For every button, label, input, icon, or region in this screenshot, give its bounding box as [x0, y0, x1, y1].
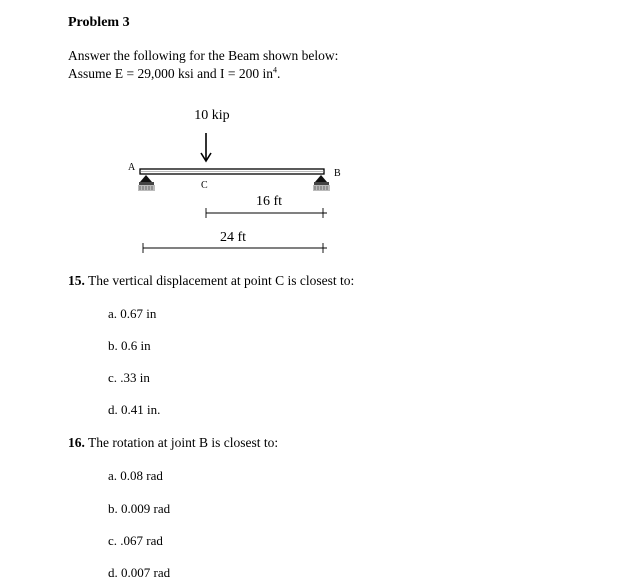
q16-option-a[interactable]: a. 0.08 rad — [108, 468, 163, 483]
question-15 — [68, 273, 354, 289]
q16-option-c[interactable]: c. .067 rad — [108, 533, 163, 548]
problem-title: Problem 3 — [68, 15, 130, 30]
q15-option-a[interactable]: a. 0.67 in — [108, 306, 157, 321]
question-15-text: The vertical displacement at point C is closest to: — [88, 273, 355, 288]
q15-option-d[interactable]: d. 0.41 in. — [108, 402, 161, 417]
label-b: B — [334, 168, 341, 179]
dim-24ft-label: 24 ft — [219, 230, 247, 245]
assumption-text: Assume E = 29,000 ksi and I = 200 in — [68, 66, 273, 81]
question-16 — [68, 435, 278, 451]
question-16-text: The rotation at joint B is closest to: — [88, 435, 279, 450]
dim-16ft-label: 16 ft — [255, 194, 283, 209]
q16-option-d[interactable]: d. 0.007 rad — [108, 565, 171, 580]
q16-option-b[interactable]: b. 0.009 rad — [108, 501, 171, 516]
q15-option-b[interactable]: b. 0.6 in — [108, 338, 151, 353]
dimension-line-cb — [206, 208, 327, 218]
question-15-number: 15. — [68, 273, 85, 288]
question-16-number: 16. — [68, 435, 85, 450]
beam — [140, 169, 324, 174]
pin-support-a-icon — [138, 175, 155, 191]
problem-intro: Answer the following for the Beam shown below: — [68, 48, 339, 63]
label-c: C — [201, 180, 208, 191]
load-label: 10 kip — [194, 108, 230, 123]
assumption-exponent: 4 — [272, 65, 277, 75]
roller-support-b-icon — [313, 175, 330, 191]
q15-option-c[interactable]: c. .33 in — [108, 370, 150, 385]
assumption-period: . — [276, 66, 281, 81]
label-a: A — [128, 162, 136, 173]
load-arrow-icon — [201, 133, 211, 161]
